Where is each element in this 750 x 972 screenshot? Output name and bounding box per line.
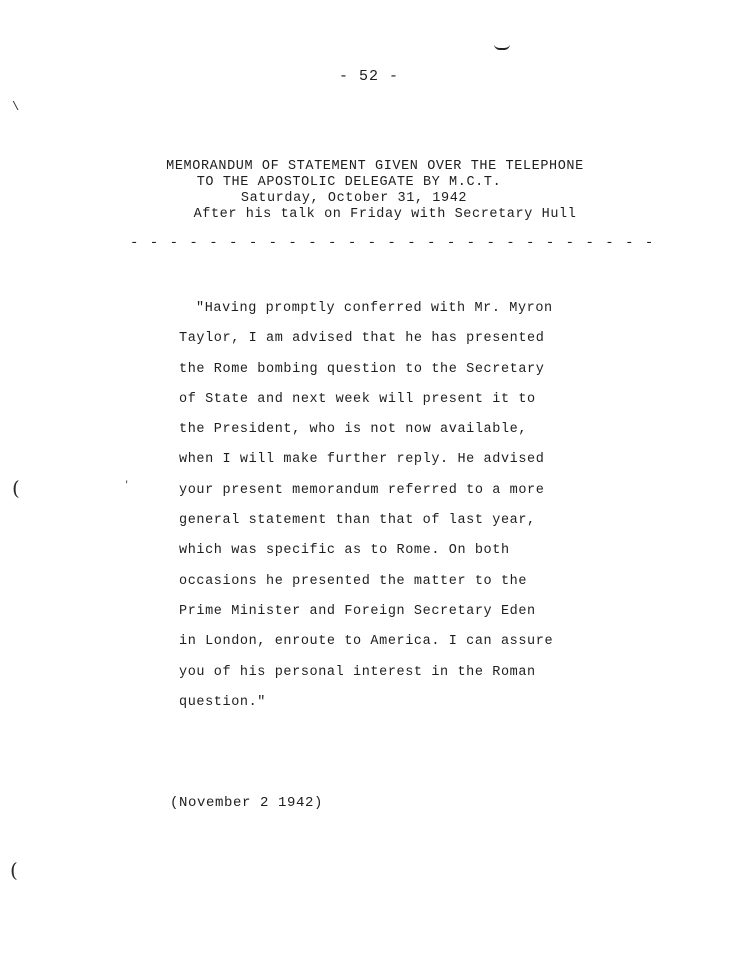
date-note: (November 2 1942) bbox=[170, 795, 324, 811]
statement-line: in London, enroute to America. I can assure bbox=[179, 634, 554, 650]
heading-line-2: TO THE APOSTOLIC DELEGATE BY M.C.T. bbox=[196, 175, 502, 190]
stray-mark-left-bottom: ( bbox=[10, 858, 18, 882]
statement-body bbox=[179, 294, 639, 718]
stray-mark-top bbox=[494, 44, 510, 50]
statement-line: "Having promptly conferred with Mr. Myron bbox=[196, 301, 553, 316]
statement-line: the Rome bombing question to the Secretary bbox=[179, 361, 545, 377]
statement-line: your present memorandum referred to a more bbox=[179, 482, 545, 498]
dashed-separator: - - - - - - - - - - - - - - - - - - - - - - - - - - - bbox=[130, 235, 655, 251]
statement-line: which was specific as to Rome. On both bbox=[179, 543, 510, 559]
statement-line: general statement than that of last year, bbox=[179, 513, 536, 529]
statement-line: the President, who is not now available, bbox=[179, 422, 528, 438]
stray-mark-left-paren: ( bbox=[12, 476, 20, 500]
statement-line: occasions he presented the matter to the bbox=[179, 573, 528, 589]
page-number: - 52 - bbox=[338, 68, 399, 85]
statement-line: of State and next week will present it to bbox=[179, 391, 536, 407]
stray-mark-small: ' bbox=[124, 480, 130, 490]
statement-line: when I will make further reply. He advised bbox=[179, 452, 545, 468]
statement-line: Prime Minister and Foreign Secretary Eden bbox=[179, 603, 536, 619]
heading-line-3: Saturday, October 31, 1942 bbox=[240, 191, 468, 206]
statement-line: question." bbox=[179, 694, 267, 710]
statement-line: Taylor, I am advised that he has presented bbox=[179, 331, 545, 347]
memo-heading bbox=[130, 159, 620, 223]
heading-line-1: MEMORANDUM OF STATEMENT GIVEN OVER THE TELEPHONE bbox=[166, 159, 584, 174]
stray-mark-left-top: \ bbox=[12, 100, 20, 114]
statement-line: you of his personal interest in the Roman bbox=[179, 664, 536, 680]
heading-line-4: After his talk on Friday with Secretary Hull bbox=[193, 207, 577, 222]
